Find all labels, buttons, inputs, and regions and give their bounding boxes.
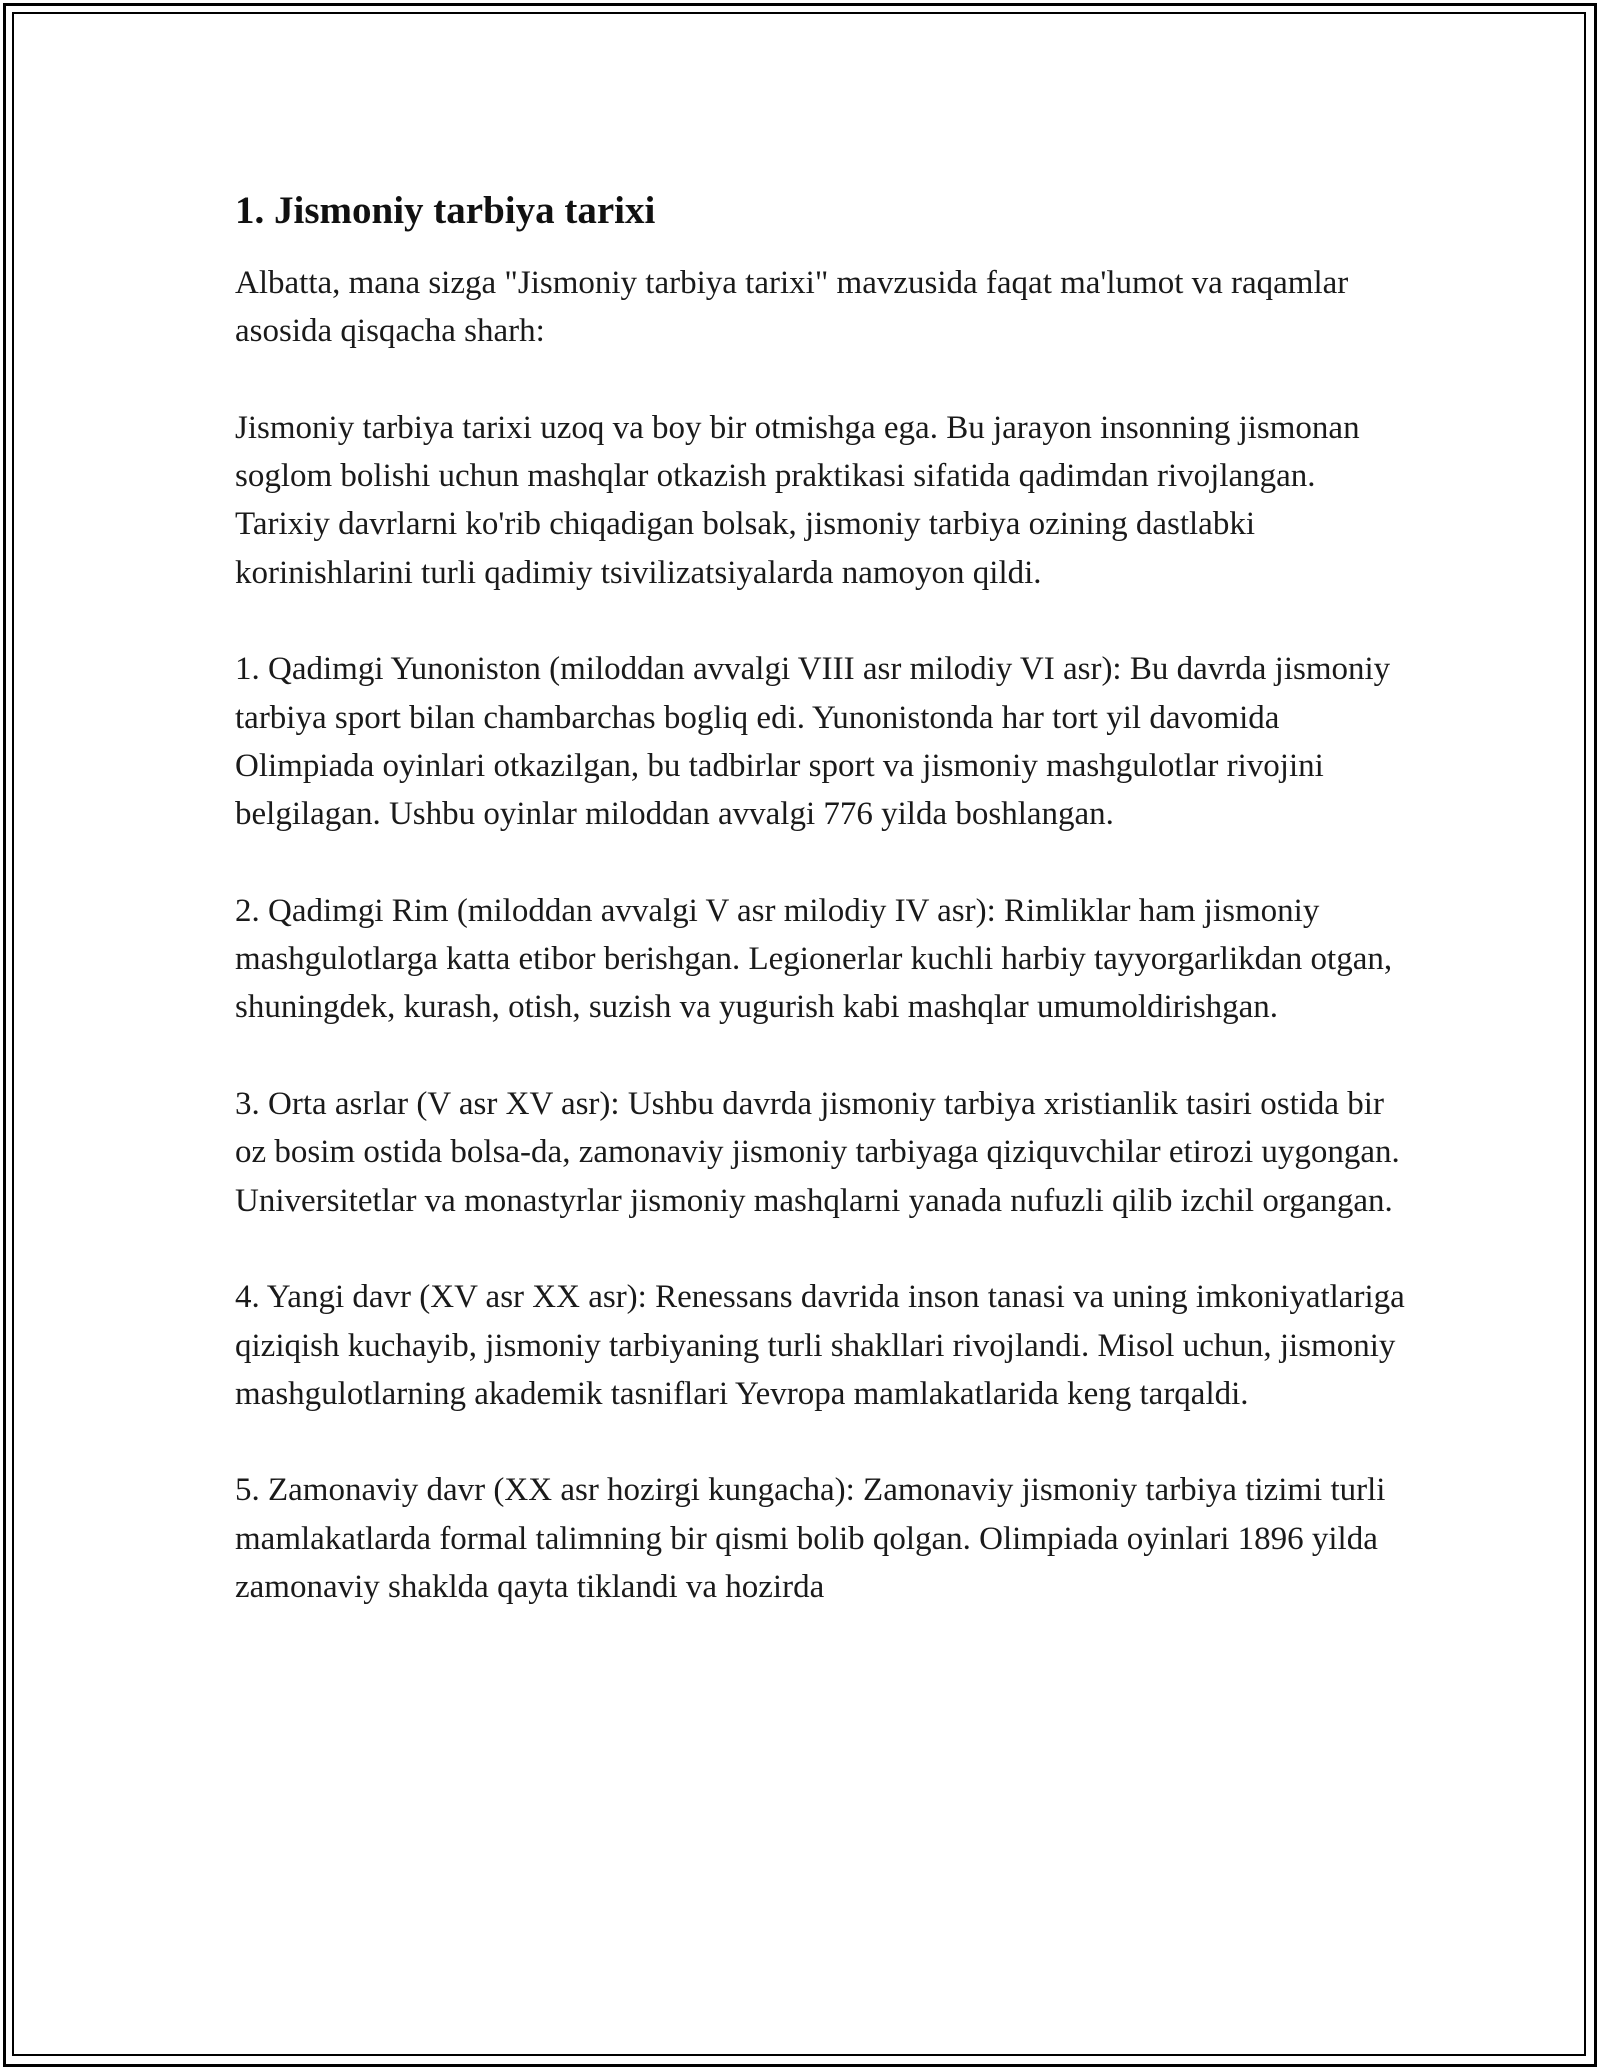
- list-item-ancient-greece: 1. Qadimgi Yunoniston (miloddan avvalgi VIII asr milodiy VI asr): Bu davrda jismoniy tarbiya sport bilan chambarchas bogliq edi. Yunonistonda har tort yil davomida Olimpiada oyinlari otkazilgan, bu tadbirlar sport va jismoniy mashgulotlar rivojini belgilagan. Ushbu oyinlar miloddan avvalgi 776 yilda boshlangan.: [235, 651, 1391, 833]
- intro-paragraph: Albatta, mana sizga "Jismoniy tarbiya tarixi" mavzusida faqat ma'lumot va raqamlar asosida qisqacha sharh:: [235, 265, 1349, 350]
- overview-paragraph: Jismoniy tarbiya tarixi uzoq va boy bir otmishga ega. Bu jarayon insonning jismonan soglom bolishi uchun mashqlar otkazish praktikasi sifatida qadimdan rivojlangan. Tarixiy davrlarni ko'rib chiqadigan bolsak, jismoniy tarbiya ozining dastlabki korinishlarini turli qadimiy tsivilizatsiyalarda namoyon qildi.: [235, 409, 1360, 591]
- list-item-modern-era: 5. Zamonaviy davr (XX asr hozirgi kungacha): Zamonaviy jismoniy tarbiya tizimi turli mamlakatlarda formal talimning bir qismi bolib qolgan. Olimpiada oyinlari 1896 yilda zamonaviy shaklda qayta tiklandi va hozirda: [235, 1472, 1386, 1606]
- list-item-middle-ages: 3. Orta asrlar (V asr XV asr): Ushbu davrda jismoniy tarbiya xristianlik tasiri ostida bir oz bosim ostida bolsa-da, zamonaviy jismoniy tarbiyaga qiziquvchilar etirozi uygongan. Universitetlar va monastyrlar jismoniy mashqlarni yanada nufuzli qilib izchil organgan.: [235, 1086, 1400, 1219]
- document-body: [235, 185, 1405, 1660]
- list-item-new-era: 4. Yangi davr (XV asr XX asr): Renessans davrida inson tanasi va uning imkoniyatlariga qiziqish kuchayib, jismoniy tarbiyaning turli shakllari rivojlandi. Misol uchun, jismoniy mashgulotlarning akademik tasniflari Yevropa mamlakatlarida keng tarqaldi.: [235, 1279, 1405, 1412]
- section-heading: 1. Jismoniy tarbiya tarixi: [235, 189, 656, 232]
- list-item-ancient-rome: 2. Qadimgi Rim (miloddan avvalgi V asr milodiy IV asr): Rimliklar ham jismoniy mashgulotlarga katta etibor berishgan. Legionerlar kuchli harbiy tayyorgarlikdan otgan, shuningdek, kurash, otish, suzish va yugurish kabi mashqlar umumoldirishgan.: [235, 892, 1393, 1026]
